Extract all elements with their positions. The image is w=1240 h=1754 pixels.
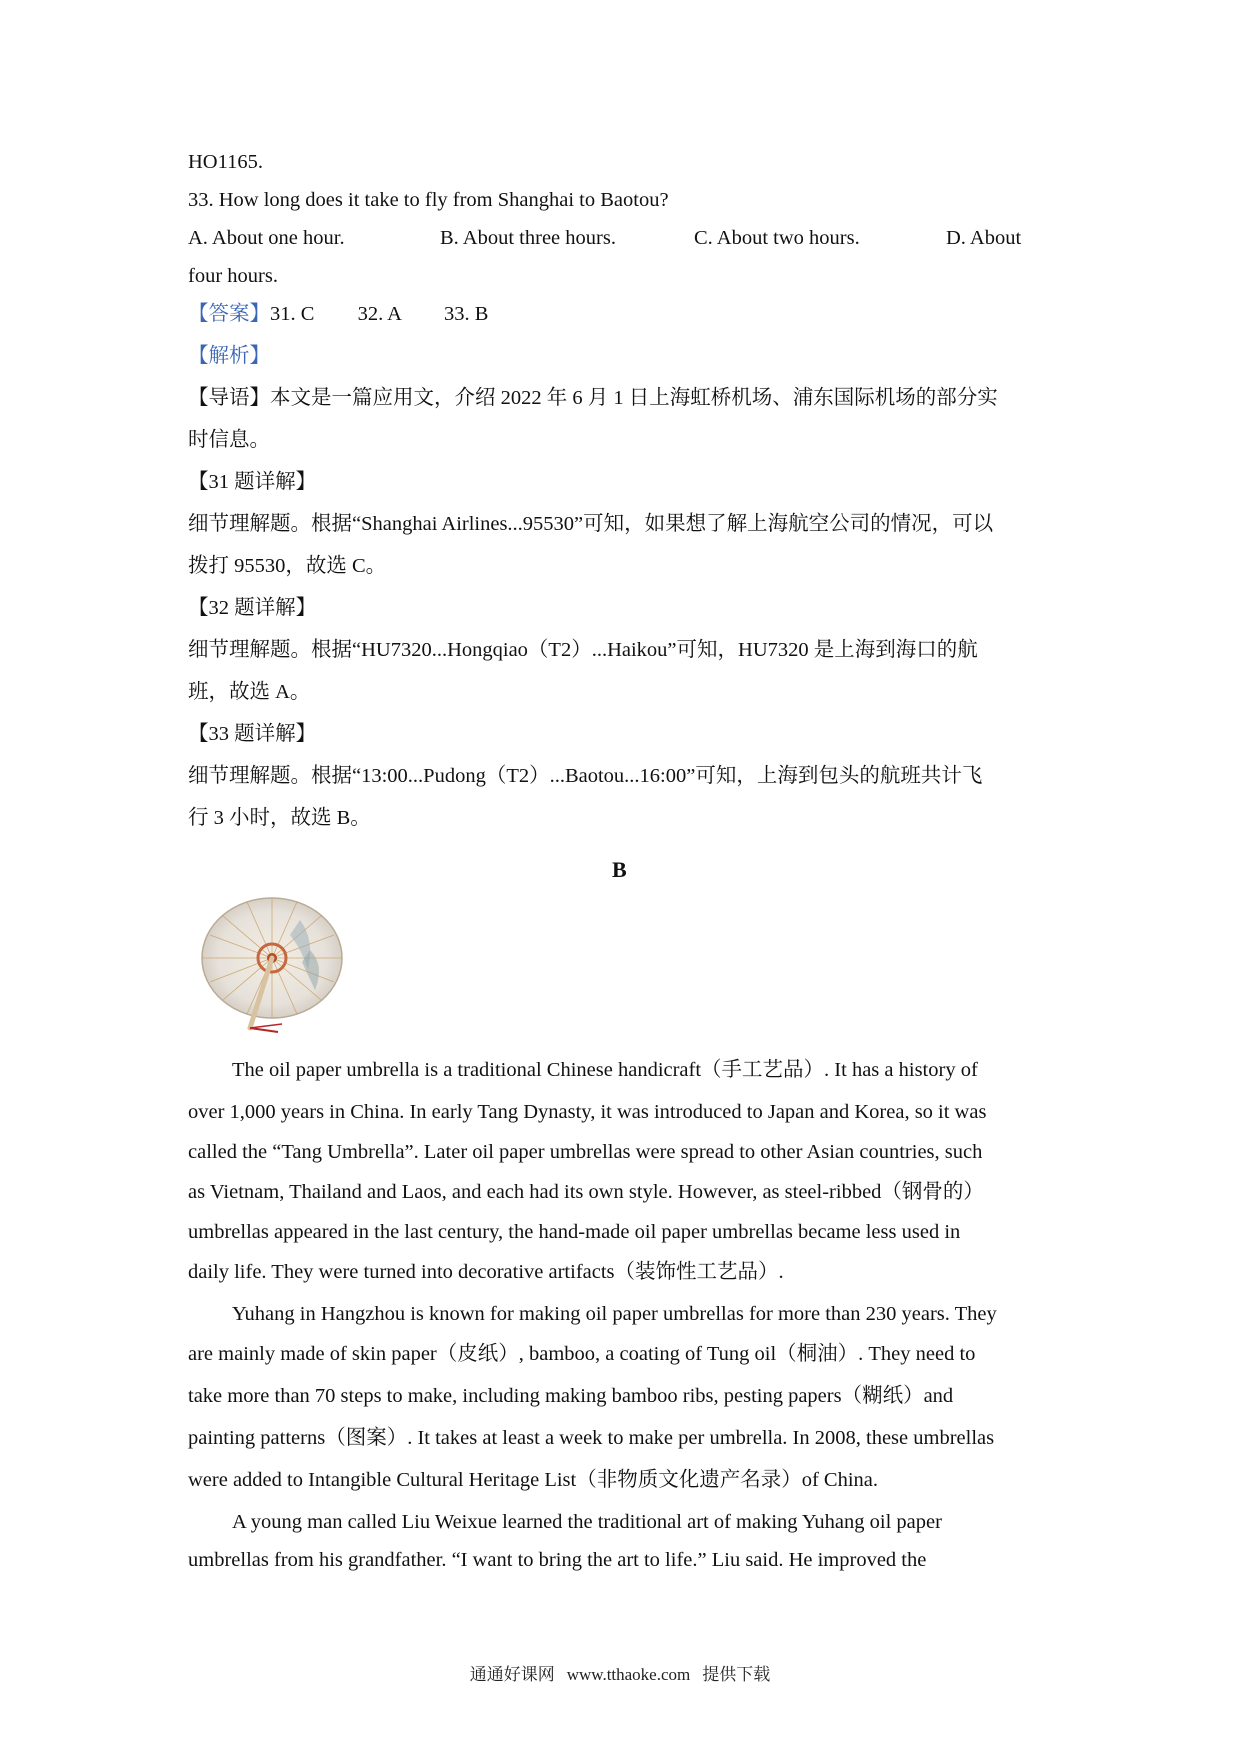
- passage-line-2: over 1,000 years in China. In early Tang Dynasty, it was introduced to Japan and Korea, so it was: [188, 1101, 987, 1123]
- answer-32: 32. A: [357, 303, 401, 325]
- intro-line-2: 时信息。: [188, 429, 270, 451]
- answer-33: 33. B: [443, 303, 489, 325]
- q32-line-2: 班，故选 A。: [188, 681, 311, 703]
- passage-line-11: were added to Intangible Cultural Heritage List（非物质文化遗产名录）of China.: [188, 1469, 879, 1491]
- footer-download-text: 提供下载: [702, 1665, 771, 1684]
- footer-site-name: 通通好课网: [469, 1665, 555, 1684]
- passage-line-8: are mainly made of skin paper（皮纸）, bamboo, a coating of Tung oil（桐油）. They need to: [188, 1343, 976, 1365]
- answer-31: 31. C: [270, 303, 315, 325]
- q32-heading: 【32 题详解】: [188, 597, 317, 619]
- intro-tag: 【导语】: [188, 387, 270, 409]
- q32-line-1: 细节理解题。根据“HU7320...Hongqiao（T2）...Haikou”可知，HU7320 是上海到海口的航: [188, 639, 978, 661]
- passage-line-12: A young man called Liu Weixue learned the traditional art of making Yuhang oil paper: [232, 1511, 942, 1533]
- option-d: D. About: [946, 227, 1022, 249]
- option-d-wrap: four hours.: [188, 265, 278, 287]
- q31-line-1: 细节理解题。根据“Shanghai Airlines...95530”可知，如果想了解上海航空公司的情况，可以: [188, 513, 994, 535]
- passage-line-7: Yuhang in Hangzhou is known for making oil paper umbrellas for more than 230 years. They: [232, 1303, 997, 1325]
- analysis-tag: 【解析】: [188, 345, 270, 367]
- option-a: A. About one hour.: [188, 227, 345, 249]
- section-b-heading: B: [612, 857, 627, 882]
- q31-line-2: 拨打 95530，故选 C。: [188, 555, 387, 577]
- answer-tag: 【答案】: [188, 303, 270, 325]
- flight-code-line: HO1165.: [188, 151, 263, 173]
- passage-line-1: The oil paper umbrella is a traditional Chinese handicraft（手工艺品）. It has a history of: [232, 1059, 978, 1081]
- passage-line-4: as Vietnam, Thailand and Laos, and each had its own style. However, as steel-ribbed（钢骨的）: [188, 1181, 984, 1203]
- passage-line-9: take more than 70 steps to make, including making bamboo ribs, pesting papers（糊纸）and: [188, 1385, 954, 1407]
- answer-line: [188, 300, 488, 328]
- q33-heading: 【33 题详解】: [188, 723, 317, 745]
- passage-line-10: painting patterns（图案）. It takes at least a week to make per umbrella. In 2008, these umbrellas: [188, 1427, 995, 1449]
- intro-line-1: [188, 384, 998, 412]
- q33-line-2: 行 3 小时，故选 B。: [188, 807, 371, 829]
- passage-line-13: umbrellas from his grandfather. “I want to bring the art to life.” Liu said. He improved the: [188, 1549, 927, 1571]
- passage-line-3: called the “Tang Umbrella”. Later oil paper umbrellas were spread to other Asian countries, such: [188, 1141, 983, 1163]
- q31-heading: 【31 题详解】: [188, 471, 317, 493]
- passage-line-5: umbrellas appeared in the last century, the hand-made oil paper umbrellas became less used in: [188, 1221, 961, 1243]
- page-footer: [0, 1660, 1240, 1685]
- oil-paper-umbrella-image: [190, 890, 350, 1040]
- intro-text-1: 本文是一篇应用文，介绍 2022 年 6 月 1 日上海虹桥机场、浦东国际机场的部分实: [270, 387, 998, 409]
- passage-line-6: daily life. They were turned into decorative artifacts（装饰性工艺品）.: [188, 1261, 784, 1283]
- footer-url[interactable]: www.tthaoke.com: [566, 1665, 691, 1684]
- option-c: C. About two hours.: [694, 227, 860, 249]
- q33-line-1: 细节理解题。根据“13:00...Pudong（T2）...Baotou...16:00”可知，上海到包头的航班共计飞: [188, 765, 983, 787]
- question-33: 33. How long does it take to fly from Shanghai to Baotou?: [188, 189, 669, 211]
- option-b: B. About three hours.: [440, 227, 616, 249]
